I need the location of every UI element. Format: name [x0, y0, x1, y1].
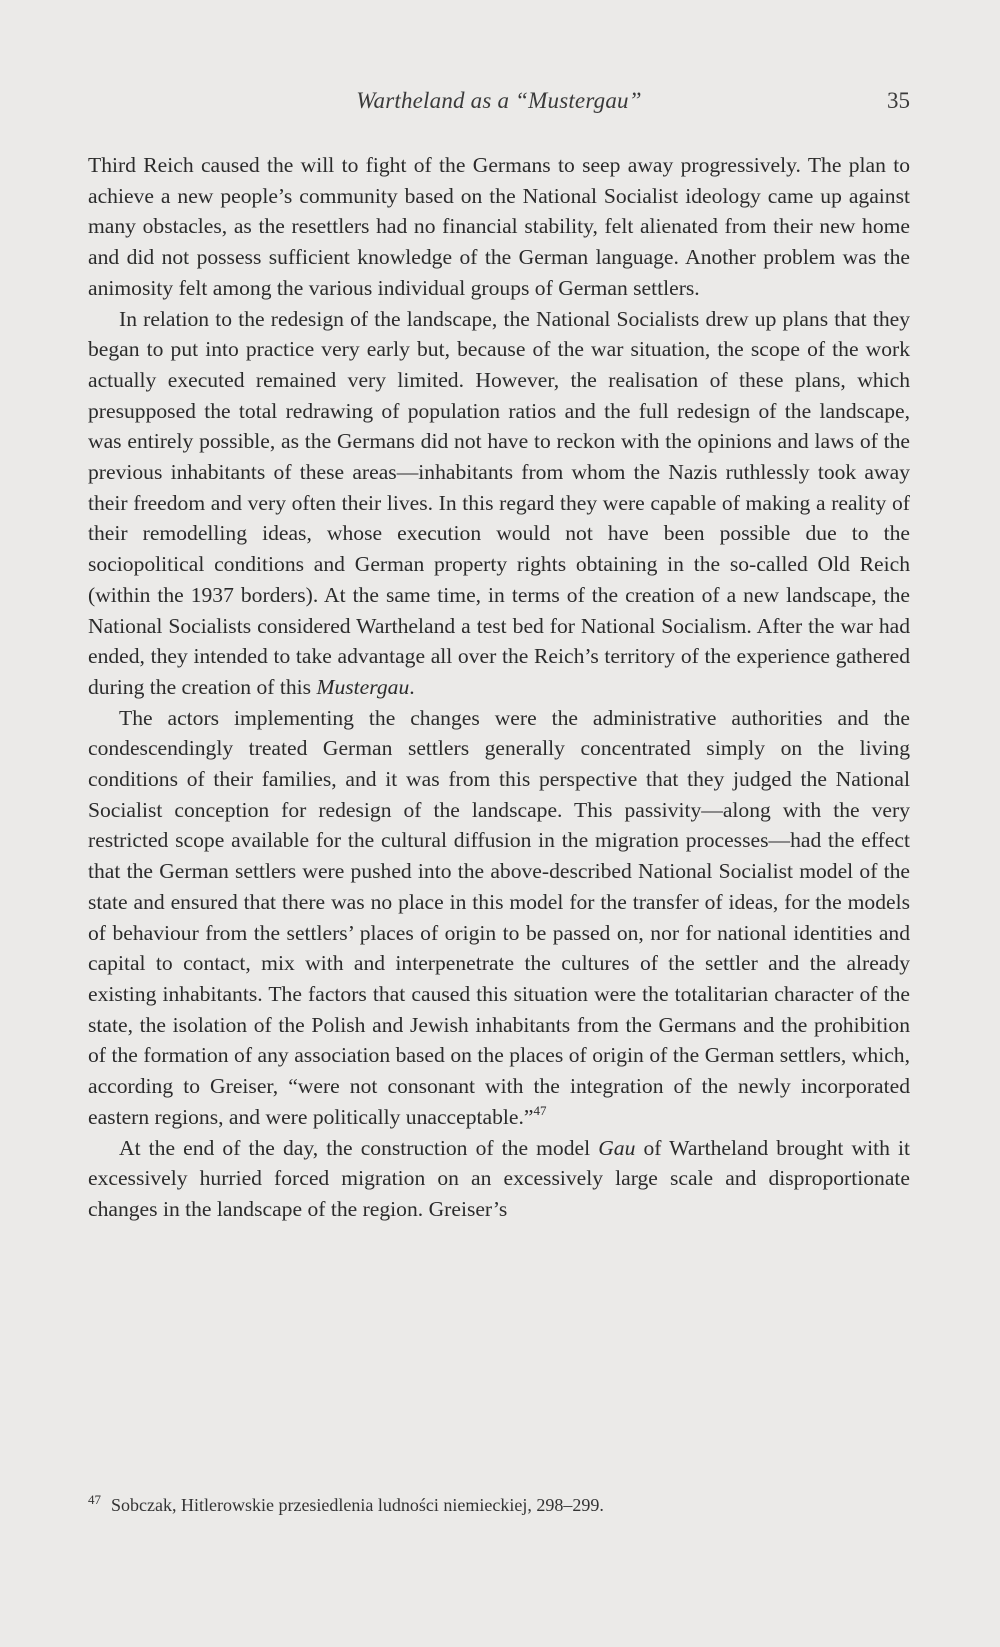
- italic-term-gau: Gau: [598, 1135, 636, 1160]
- footnote-reference[interactable]: 47: [533, 1102, 547, 1118]
- page-number: 35: [887, 88, 910, 113]
- body-text: [88, 150, 910, 1225]
- paragraph-text: of Wartheland brought with it excessively hurried forced migration on an excessively large scale and disproportionate changes in the landscape of the region. Greiser’s: [88, 1135, 911, 1221]
- paragraph-2: [88, 304, 910, 703]
- italic-term-mustergau: Mustergau: [316, 674, 410, 699]
- footnote-number: 47: [88, 1492, 101, 1507]
- running-title: Wartheland as a “Mustergau”: [356, 88, 642, 113]
- paragraph-3: [88, 703, 910, 1133]
- paragraph-4: [88, 1133, 910, 1225]
- footnote: [88, 1488, 910, 1517]
- running-head: [88, 88, 910, 122]
- paragraph-text: At the end of the day, the construction of the model: [119, 1135, 599, 1160]
- paragraph-1: [88, 150, 910, 304]
- paragraph-text: In relation to the redesign of the landscape, the National Socialists drew up plans that they began to put into practice very early but, because of the war situation, the scope of the work actually executed remained very limited. However, the realisation of these plans, which presupposed the total redrawing of population ratios and the full redesign of the landscape, was entirely possible, as the Germans did not have to reckon with the opinions and laws of the previous inhabitants of these areas—inhabitants from whom the Nazis ruthlessly took away their freedom and very often their lives. In this regard they were capable of making a reality of their remodelling ideas, whose execution would not have been possible due to the sociopolitical conditions and German property rights obtaining in the so-called Old Reich (within the 1937 borders). At the same time, in terms of the creation of a new landscape, the National Socialists considered Wartheland a test bed for National Socialism. After the war had ended, they intended to take advantage all over the Reich’s territory of the experience gathered during the creation of this: [88, 306, 910, 699]
- paragraph-text: The actors implementing the changes were the administrative authorities and the condescendingly treated German settlers generally concentrated simply on the living conditions of their families, and it was from this perspective that they judged the National Socialist conception for redesign of the landscape. This passivity—along with the very restricted scope available for the cultural diffusion in the migration processes—had the effect that the German settlers were pushed into the above-described National Socialist model of the state and ensured that there was no place in this model for the transfer of ideas, for the models of behaviour from the settlers’ places of origin to be passed on, nor for national identities and capital to contact, mix with and interpenetrate the cultures of the settler and the already existing inhabitants. The factors that caused this situation were the totalitarian character of the state, the isolation of the Polish and Jewish inhabitants from the Germans and the prohibition of the formation of any association based on the places of origin of the German settlers, which, according to Greiser, “were not consonant with the integration of the newly incorporated eastern regions, and were politically unacceptable.”: [88, 705, 910, 1129]
- paragraph-text: Third Reich caused the will to fight of the Germans to seep away progressively. The plan to achieve a new people’s community based on the National Socialist ideology came up against many obstacles, as the resettlers had no financial stability, felt alienated from their new home and did not possess sufficient knowledge of the German language. Another problem was the animosity felt among the various individual groups of German settlers.: [88, 153, 910, 300]
- paragraph-text: .: [409, 674, 415, 699]
- footnote-text: Sobczak, Hitlerowskie przesiedlenia ludności niemieckiej, 298–299.: [111, 1495, 604, 1515]
